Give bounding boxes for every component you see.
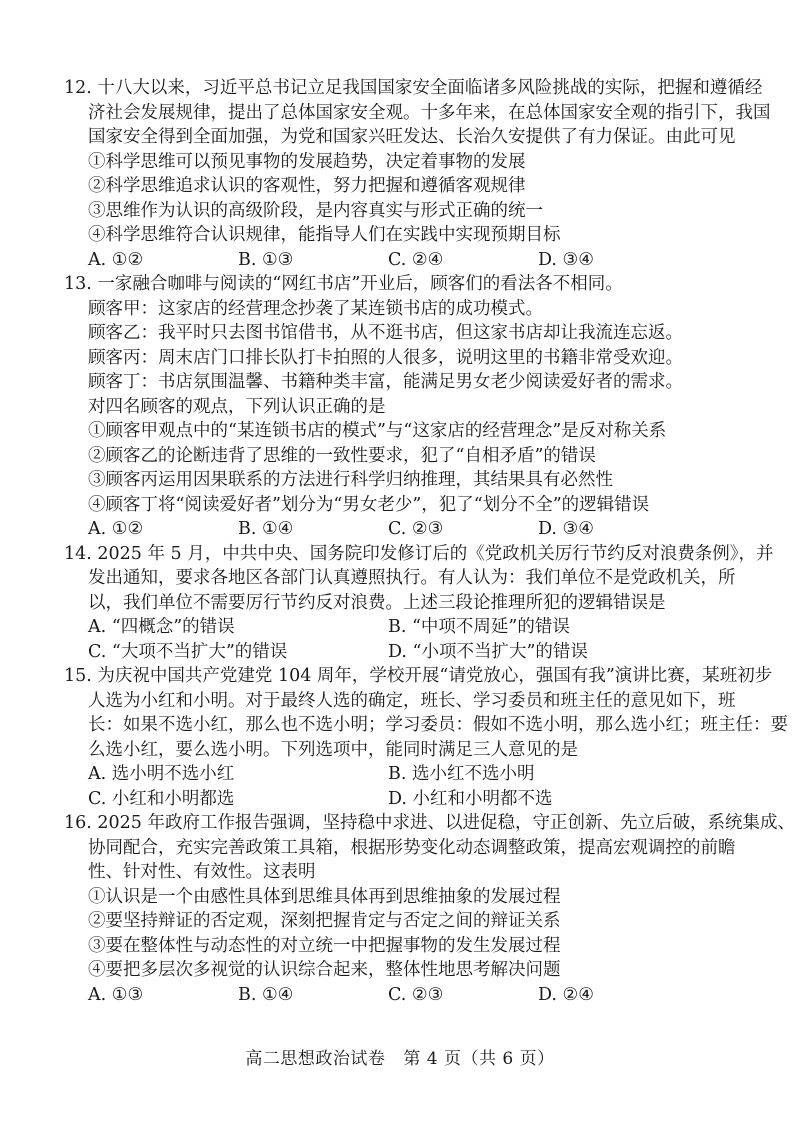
statement-item: ②顾客乙的论断违背了思维的一致性要求，犯了“自相矛盾”的错误 [88, 445, 596, 466]
stem-line: 16. 2025 年政府工作报告强调，坚持稳中求进、以进促稳，守正创新、先立后破，系统集成、 [64, 813, 795, 833]
stem-line: 15. 为庆祝中国共产党建党 104 周年，学校开展“请党放心，强国有我”演讲比赛，某班初步 [64, 666, 773, 686]
statement-item: ③顾客丙运用因果联系的方法进行科学归纳推理，其结果具有必然性 [88, 470, 613, 490]
stem-line: 人选为小红和小明。对于最终人选的确定，班长、学习委员和班主任的意见如下，班 [88, 690, 736, 711]
answer-options [88, 762, 728, 787]
question-stem [64, 664, 788, 762]
stem-line: 协同配合，充实完善政策工具箱，根据形势变化动态调整政策，提高宏观调控的前瞻 [88, 837, 736, 858]
stem-line: 济社会发展规律，提出了总体国家安全观。十多年来，在总体国家安全观的指引下，我国 [88, 102, 771, 123]
page-footer [0, 1044, 800, 1069]
question-stem [64, 542, 774, 616]
statement-item: ①科学思维可以预见事物的发展趋势，决定着事物的发展 [88, 151, 526, 172]
question-stem [64, 76, 771, 150]
option-c: C. ②③ [388, 519, 444, 539]
option-b: B. ①④ [238, 984, 294, 1005]
exam-page [64, 76, 795, 1007]
question-stem [64, 811, 795, 885]
stem-line: 以，我们单位不需要厉行节约反对浪费。上述三段论推理所犯的逻辑错误是 [88, 592, 666, 613]
question-14 [64, 542, 774, 665]
option-b: B. ①④ [238, 519, 294, 539]
statement-item: ①顾客甲观点中的“某连锁书店的模式”与“这家店的经营理念”是反对称关系 [88, 421, 667, 441]
footer-page-number: 第 4 页（共 6 页） [403, 1049, 555, 1069]
question-stem [64, 272, 728, 297]
statement-item: ②要坚持辩证的否定观，深刻把握肯定与否定之间的辩证关系 [88, 911, 561, 931]
statement-item: ④要把多层次多视觉的认识综合起来，整体性地思考解决问题 [88, 960, 561, 980]
option-a: A. “四概念”的错误 [88, 617, 235, 637]
option-b: B. 选小红不选小明 [388, 764, 535, 784]
answer-options [88, 787, 728, 812]
option-b: B. “中项不周延”的错误 [388, 617, 570, 637]
statement-item: ②科学思维追求认识的客观性，努力把握和遵循客观规律 [88, 176, 526, 196]
statement-item: 顾客丁：书店氛围温馨、书籍种类丰富，能满足男女老少阅读爱好者的需求。 [88, 372, 683, 392]
option-a: A. 选小明不选小红 [88, 764, 235, 784]
stem-line: 么选小红，要么选小明。下列选项中，能同时满足三人意见的是 [88, 739, 578, 760]
option-a: A. ①③ [88, 984, 144, 1005]
option-a: A. ①② [88, 249, 144, 270]
statement-item: 顾客丙：周末店门口排长队打卡拍照的人很多，说明这里的书籍非常受欢迎。 [88, 347, 683, 368]
option-d: D. ②④ [538, 984, 594, 1005]
answer-options [88, 983, 728, 1008]
option-c: C. 小红和小明都选 [88, 788, 235, 809]
option-d: D. “小项不当扩大”的错误 [388, 641, 588, 662]
answer-options [88, 640, 728, 665]
stem-line: 发出通知，要求各地区各部门认真遵照执行。有人认为：我们单位不是党政机关，所 [88, 568, 736, 588]
question-15 [64, 664, 788, 811]
statement-item: ①认识是一个由感性具体到思维具体再到思维抽象的发展过程 [88, 886, 561, 907]
question-16 [64, 811, 795, 1007]
statement-item: 顾客甲：这家店的经营理念抄袭了某连锁书店的成功模式。 [88, 298, 543, 319]
statement-item: ③要在整体性与动态性的对立统一中把握事物的发生发展过程 [88, 935, 561, 956]
question-12 [64, 76, 771, 272]
stem-line: 12. 十八大以来，习近平总书记立足我国国家安全面临诸多风险挑战的实际，把握和遵循经 [64, 78, 763, 98]
stem-line: 13. 一家融合咖啡与阅读的“网红书店”开业后，顾客们的看法各不相同。 [64, 274, 623, 294]
stem-line: 长：如果不选小红，那么也不选小明；学习委员：假如不选小明，那么选小红；班主任：要 [88, 715, 788, 735]
statement-item: ④顾客丁将“阅读爱好者”划分为“男女老少”，犯了“划分不全”的逻辑错误 [88, 494, 650, 515]
answer-options [88, 517, 728, 542]
statement-item: 顾客乙：我平时只去图书馆借书，从不逛书店，但这家书店却让我流连忘返。 [88, 323, 683, 343]
option-d: D. 小红和小明都不选 [388, 788, 553, 809]
option-c: C. ②④ [388, 249, 444, 270]
option-c: C. ②③ [388, 984, 444, 1005]
statement-item: ③思维作为认识的高级阶段，是内容真实与形式正确的统一 [88, 200, 543, 221]
option-d: D. ③④ [538, 249, 594, 270]
statement-item: ④科学思维符合认识规律，能指导人们在实践中实现预期目标 [88, 225, 561, 245]
stem-line: 国家安全得到全面加强，为党和国家兴旺发达、长治久安提供了有力保证。由此可见 [88, 127, 736, 147]
option-c: C. “大项不当扩大”的错误 [88, 641, 288, 662]
option-a: A. ①② [88, 519, 144, 539]
stem-line: 性、针对性、有效性。这表明 [88, 862, 316, 882]
option-b: B. ①③ [238, 249, 294, 270]
answer-options [88, 615, 728, 640]
question-13 [64, 272, 728, 542]
stem-line: 14. 2025 年 5 月，中共中央、国务院印发修订后的《党政机关厉行节约反对浪费条例》，并 [64, 543, 774, 564]
statement-item: 对四名顾客的观点，下列认识正确的是 [88, 396, 386, 417]
option-d: D. ③④ [538, 519, 594, 539]
answer-options [88, 248, 728, 273]
footer-subject: 高二思想政治试卷 [245, 1049, 386, 1069]
